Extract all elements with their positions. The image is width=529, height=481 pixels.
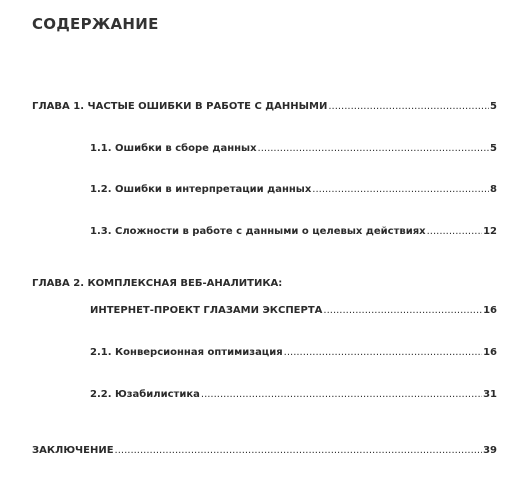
toc-entry-page: 16 (483, 305, 497, 316)
page-title: СОДЕРЖАНИЕ (32, 15, 159, 33)
toc-entry-page: 31 (483, 389, 497, 400)
toc-entry-title: 1.2. Ошибки в интерпретации данных (90, 184, 312, 195)
toc-entry-page: 12 (483, 226, 497, 237)
toc-entry-title: ЗАКЛЮЧЕНИЕ (32, 445, 114, 456)
toc-entry-conclusion[interactable] (32, 445, 497, 456)
toc-leader-dots (323, 305, 482, 316)
toc-entry-title: ИНТЕРНЕТ-ПРОЕКТ ГЛАЗАМИ ЭКСПЕРТА (90, 305, 323, 316)
toc-entry-title: 1.3. Сложности в работе с данными о целевых действиях (90, 226, 426, 237)
toc-entry-title: 1.1. Ошибки в сборе данных (90, 143, 257, 154)
toc-leader-dots (328, 101, 489, 112)
toc-entry-page: 39 (483, 445, 497, 456)
toc-leader-dots (258, 143, 490, 154)
toc-entry-title: 2.2. Юзабилистика (90, 389, 200, 400)
toc-entry-1-2[interactable] (90, 184, 497, 195)
toc-entry-page: 5 (490, 101, 497, 112)
toc-entry-chapter-2[interactable]: ГЛАВА 2. КОМПЛЕКСНАЯ ВЕБ-АНАЛИТИКА: (32, 278, 283, 289)
toc-entry-page: 5 (490, 143, 497, 154)
toc-entry-2-1[interactable] (90, 347, 497, 358)
toc-entry-chapter-2-subtitle[interactable] (90, 305, 497, 316)
toc-leader-dots (284, 347, 482, 358)
toc-entry-page: 16 (483, 347, 497, 358)
toc-entry-title: ГЛАВА 1. ЧАСТЫЕ ОШИБКИ В РАБОТЕ С ДАННЫМИ (32, 101, 328, 112)
toc-entry-title: 2.1. Конверсионная оптимизация (90, 347, 283, 358)
toc-entry-1-1[interactable] (90, 143, 497, 154)
toc-entry-chapter-1[interactable] (32, 101, 497, 112)
toc-entry-2-2[interactable] (90, 389, 497, 400)
toc-entry-1-3[interactable] (90, 226, 497, 237)
toc-leader-dots (201, 389, 482, 400)
toc-leader-dots (427, 226, 482, 237)
toc-leader-dots (312, 184, 489, 195)
toc-leader-dots (115, 445, 483, 456)
toc-entry-page: 8 (490, 184, 497, 195)
